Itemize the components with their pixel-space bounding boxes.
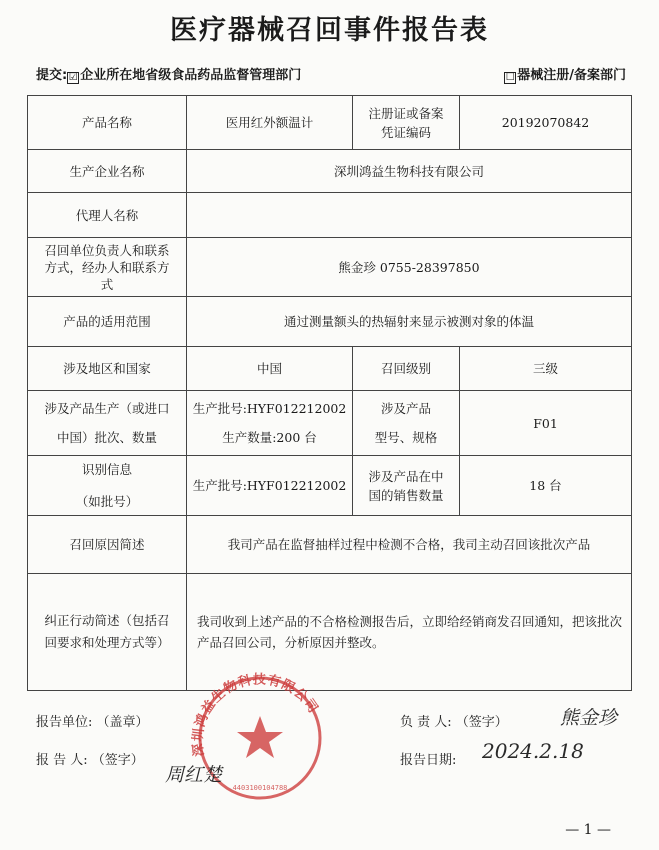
table-row bbox=[28, 238, 632, 297]
scope-value: 通过测量额头的热辐射来显示被测对象的体温 bbox=[187, 297, 632, 347]
unchecked-checkbox-icon[interactable]: ☐ bbox=[505, 72, 515, 83]
registration-number-label-line1: 注册证或备案 bbox=[368, 105, 444, 121]
batch-quantity: 生产数量:200 台 bbox=[222, 430, 317, 445]
table-row bbox=[28, 347, 632, 391]
report-date-value: 2024.2.18 bbox=[482, 739, 584, 763]
table-row bbox=[28, 297, 632, 347]
table-row bbox=[28, 193, 632, 238]
contact-value: 熊金珍 0755-28397850 bbox=[187, 238, 632, 297]
seal-star-icon bbox=[237, 716, 283, 758]
seal-code: 4403100104788 bbox=[232, 784, 288, 792]
page-number: — 1 — bbox=[565, 822, 611, 838]
contact-label-line1: 召回单位负责人和联系 bbox=[44, 242, 170, 258]
responsible-person-signature: 熊金珍 bbox=[560, 707, 618, 729]
recall-level-label: 召回级别 bbox=[353, 347, 460, 391]
action-label-line2: 回要求和处理方式等） bbox=[44, 635, 170, 650]
agent-value bbox=[187, 193, 632, 238]
table-row bbox=[28, 391, 632, 456]
product-name-label: 产品名称 bbox=[28, 96, 187, 150]
registration-number-value: 20192070842 bbox=[460, 96, 632, 150]
submit-prefix: 提交: bbox=[36, 68, 68, 83]
table-row bbox=[28, 516, 632, 574]
batch-label bbox=[28, 391, 187, 456]
checked-checkbox-icon[interactable]: ☑ bbox=[68, 72, 78, 83]
manufacturer-label: 生产企业名称 bbox=[28, 150, 187, 193]
responsible-person-label: 负 责 人: （签字） bbox=[400, 715, 508, 730]
model-label-line1: 涉及产品 bbox=[380, 401, 431, 416]
submit-option-registration bbox=[504, 64, 626, 84]
reason-value: 我司产品在监督抽样过程中检测不合格，我司主动召回该批次产品 bbox=[187, 516, 632, 574]
sales-value: 18 台 bbox=[460, 456, 632, 516]
batch-label-line2: 中国）批次、数量 bbox=[56, 430, 157, 445]
seal-text: 深圳鸿益生物科技有限公司 bbox=[190, 672, 321, 758]
model-label-line2: 型号、规格 bbox=[374, 430, 438, 445]
table-row bbox=[28, 150, 632, 193]
sales-label bbox=[353, 456, 460, 516]
submit-option-registration-label: 器械注册/备案部门 bbox=[517, 68, 626, 83]
identification-label-line2: （如批号） bbox=[75, 494, 139, 509]
product-name-value: 医用红外额温计 bbox=[187, 96, 353, 150]
identification-label bbox=[28, 456, 187, 516]
manufacturer-value: 深圳鸿益生物科技有限公司 bbox=[187, 150, 632, 193]
batch-number: 生产批号:HYF012212002 bbox=[192, 401, 347, 416]
batch-label-line1: 涉及产品生产（或进口 bbox=[44, 401, 170, 416]
registration-number-label-line2: 凭证编码 bbox=[380, 124, 431, 140]
form-title: 医疗器械召回事件报告表 bbox=[170, 15, 489, 46]
table-row bbox=[28, 456, 632, 516]
table-row bbox=[28, 96, 632, 150]
action-label-line1: 纠正行动简述（包括召 bbox=[44, 613, 170, 628]
contact-label bbox=[28, 238, 187, 297]
agent-label: 代理人名称 bbox=[28, 193, 187, 238]
region-value: 中国 bbox=[187, 347, 353, 391]
sales-label-line1: 涉及产品在中 bbox=[368, 468, 444, 484]
recall-level-value: 三级 bbox=[460, 347, 632, 391]
submit-option-provincial-label: 企业所在地省级食品药品监督管理部门 bbox=[80, 68, 302, 83]
contact-label-line2: 方式，经办人和联系方 bbox=[44, 259, 170, 275]
reason-label: 召回原因简述 bbox=[28, 516, 187, 574]
contact-label-line3: 式 bbox=[100, 276, 114, 292]
model-label bbox=[353, 391, 460, 456]
recall-report-table bbox=[27, 95, 632, 691]
action-label bbox=[28, 574, 187, 691]
reporter-signature: 周红楚 bbox=[165, 764, 223, 786]
sales-label-line2: 国的销售数量 bbox=[368, 487, 444, 503]
submit-option-provincial bbox=[36, 64, 301, 84]
reporter-label: 报 告 人: （签字） bbox=[36, 753, 144, 768]
scope-label: 产品的适用范围 bbox=[28, 297, 187, 347]
registration-number-label bbox=[353, 96, 460, 150]
model-value: F01 bbox=[460, 391, 632, 456]
identification-label-line1: 识别信息 bbox=[81, 462, 132, 477]
reporting-unit-label: 报告单位: （盖章） bbox=[36, 715, 149, 730]
identification-value: 生产批号:HYF012212002 bbox=[187, 456, 353, 516]
region-label: 涉及地区和国家 bbox=[28, 347, 187, 391]
submit-row bbox=[36, 64, 626, 82]
action-value: 我司收到上述产品的不合格检测报告后，立即给经销商发召回通知，把该批次产品召回公司，分析原因并整改。 bbox=[187, 574, 632, 691]
report-date-label: 报告日期: bbox=[400, 753, 457, 768]
batch-value bbox=[187, 391, 353, 456]
